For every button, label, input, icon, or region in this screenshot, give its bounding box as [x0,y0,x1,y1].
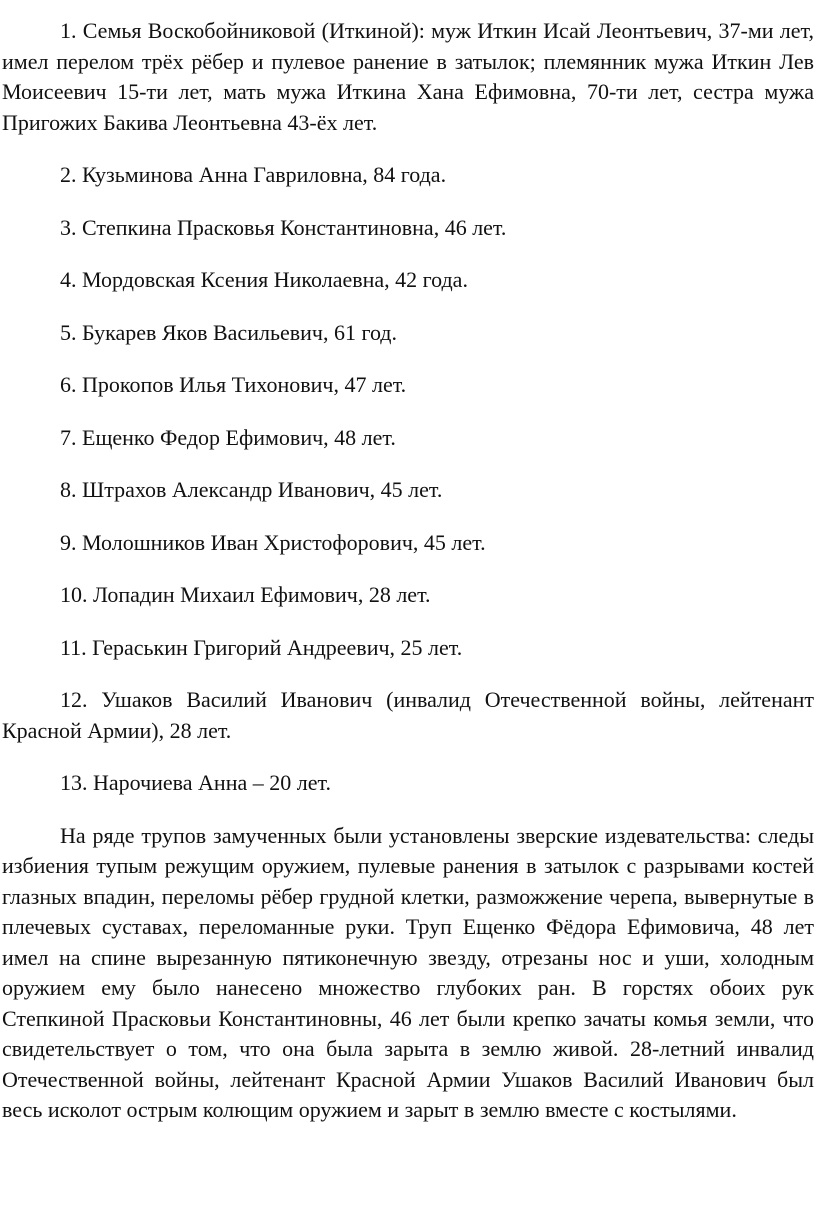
list-item-6: 6. Прокопов Илья Тихонович, 47 лет. [60,372,407,397]
closing-paragraph: На ряде трупов замученных были установлены зверские издевательства: следы избиения тупым режущим оружием, пулевые ранения в затылок с разрывами костей глазных впадин, переломы рёбер грудной клетки, разможжение черепа, вывернутые в плечевых суставах, переломанные руки. Труп Ещенко Фёдора Ефимовича, 48 лет имел на спине вырезанную пятиконечную звезду, отрезаны нос и уши, холодным оружием ему было нанесено множество глубоких ран. В горстях обоих рук Степкиной Прасковьи Константиновны, 46 лет были крепко зачаты комья земли, что свидетельствует о том, что она была зарыта в землю живой. 28-летний инвалид Отечественной войны, лейтенант Красной Армии Ушаков Василий Иванович был весь исколот острым колющим оружием и зарыт в землю вместе с костылями. [2,822,814,1122]
list-item-9: 9. Молошников Иван Христофорович, 45 лет. [60,529,486,555]
list-item-13: 13. Нарочиева Анна – 20 лет. [60,770,331,795]
list-item-4: 4. Мордовская Ксения Николаевна, 42 года. [60,267,468,292]
list-item-11: 11. Гераськин Григорий Андреевич, 25 лет. [60,634,463,660]
list-item-8: 8. Штрахов Александр Иванович, 45 лет. [60,477,443,502]
list-item-7: 7. Ещенко Федор Ефимович, 48 лет. [60,424,396,450]
list-item-10: 10. Лопадин Михаил Ефимович, 28 лет. [60,582,431,607]
list-item-3: 3. Степкина Прасковья Константиновна, 46 лет. [60,214,507,240]
list-item-1: 1. Семья Воскобойниковой (Иткиной): муж Иткин Исай Леонтьевич, 37-ми лет, имел перелом трёх рёбер и пулевое ранение в затылок; племянник мужа Иткин Лев Моисеевич 15-ти лет, мать мужа Иткина Хана Ефимовна, 70-ти лет, сестра мужа Пригожих Бакива Леонтьевна 43-ёх лет. [2,18,814,135]
list-item-2: 2. Кузьминова Анна Гавриловна, 84 года. [60,162,447,187]
list-item-5: 5. Букарев Яков Васильевич, 61 год. [60,319,398,345]
list-item-12: 12. Ушаков Василий Иванович (инвалид Отечественной войны, лейтенант Красной Армии), 28 лет. [2,687,814,743]
